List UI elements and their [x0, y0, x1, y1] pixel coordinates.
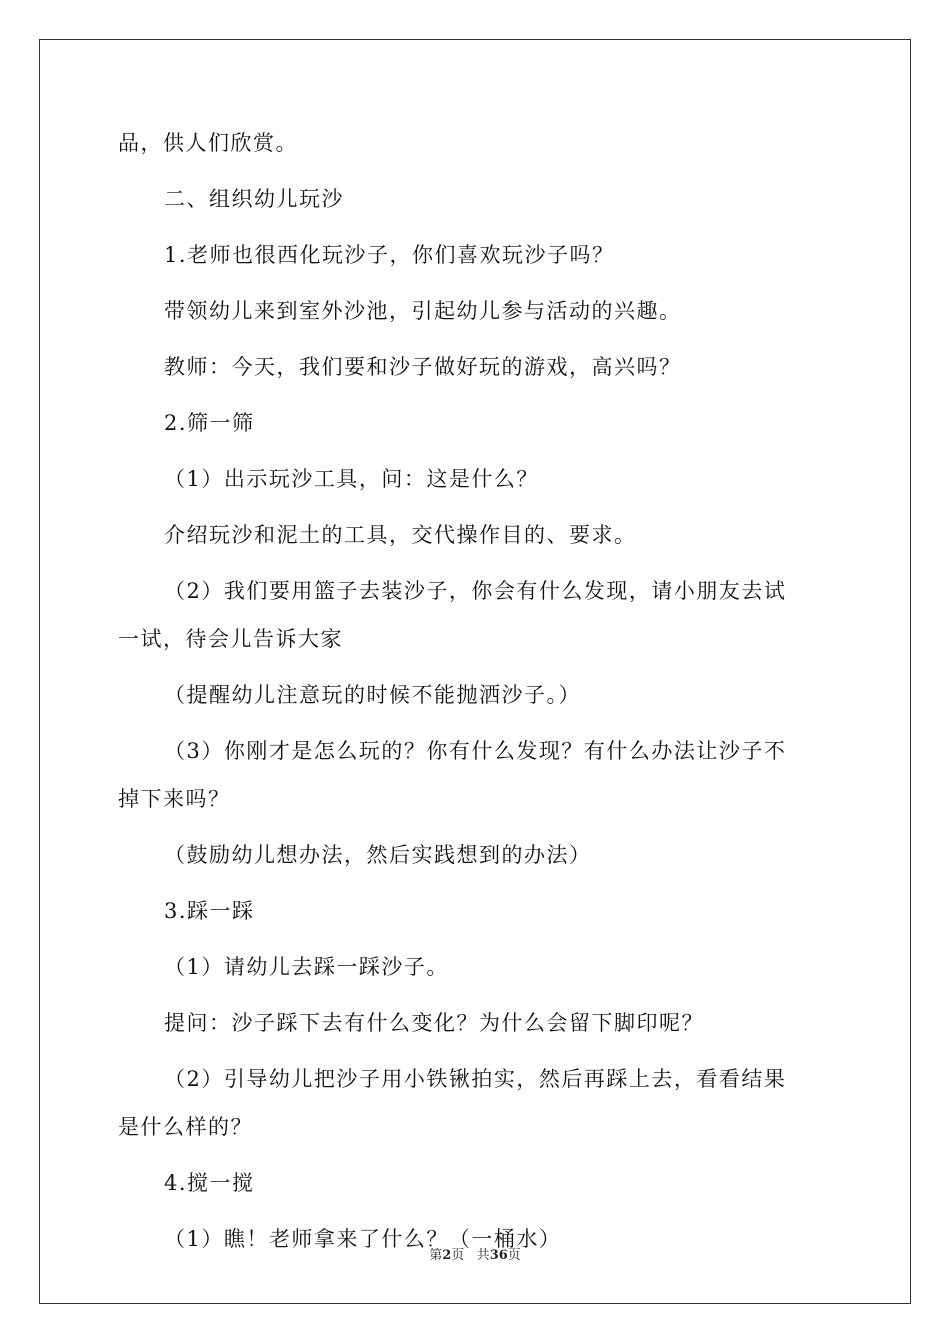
paragraph-line: （2）我们要用篮子去装沙子，你会有什么发现，请小朋友去试: [164, 579, 787, 603]
page-prefix: 第: [429, 1248, 443, 1263]
page-suffix: 页: [451, 1248, 465, 1263]
paragraph-line: 带领幼儿来到室外沙池，引起幼儿参与活动的兴趣。: [164, 299, 682, 323]
paragraph-line: 一试，待会儿告诉大家: [118, 627, 343, 651]
paragraph-line: 教师：今天，我们要和沙子做好玩的游戏，高兴吗？: [164, 355, 682, 379]
step-heading: 2.筛一筛: [164, 411, 255, 435]
paragraph-line: 是什么样的？: [118, 1115, 253, 1139]
step-heading: 4.搅一搅: [164, 1171, 255, 1195]
paragraph-line: 提问：沙子踩下去有什么变化？为什么会留下脚印呢？: [164, 1011, 704, 1035]
step-heading: 1.老师也很西化玩沙子，你们喜欢玩沙子吗？: [164, 243, 615, 267]
paragraph-line: （2）引导幼儿把沙子用小铁锹拍实，然后再踩上去，看看结果: [164, 1067, 787, 1091]
total-prefix: 共: [476, 1248, 490, 1263]
paragraph-line: （1）出示玩沙工具，问：这是什么？: [164, 467, 539, 491]
paragraph-line: （1）请幼儿去踩一踩沙子。: [164, 955, 449, 979]
step-heading: 3.踩一踩: [164, 899, 255, 923]
paragraph-line: （鼓励幼儿想办法，然后实践想到的办法）: [164, 843, 592, 867]
total-pages: 36: [489, 1248, 508, 1263]
total-suffix: 页: [507, 1248, 521, 1263]
page-number: 2: [442, 1248, 452, 1263]
paragraph-line: 介绍玩沙和泥土的工具，交代操作目的、要求。: [164, 523, 637, 547]
paragraph-line: （3）你刚才是怎么玩的？你有什么发现？有什么办法让沙子不: [164, 739, 787, 763]
paragraph-line: 掉下来吗？: [118, 787, 231, 811]
section-heading: 二、组织幼儿玩沙: [164, 187, 344, 211]
paragraph-line: （1）瞧！老师拿来了什么？（一桶水）: [164, 1227, 562, 1251]
paragraph-line: 品，供人们欣赏。: [118, 131, 298, 155]
page-footer: [0, 1244, 950, 1263]
paragraph-line: （提醒幼儿注意玩的时候不能抛洒沙子。）: [164, 683, 581, 707]
